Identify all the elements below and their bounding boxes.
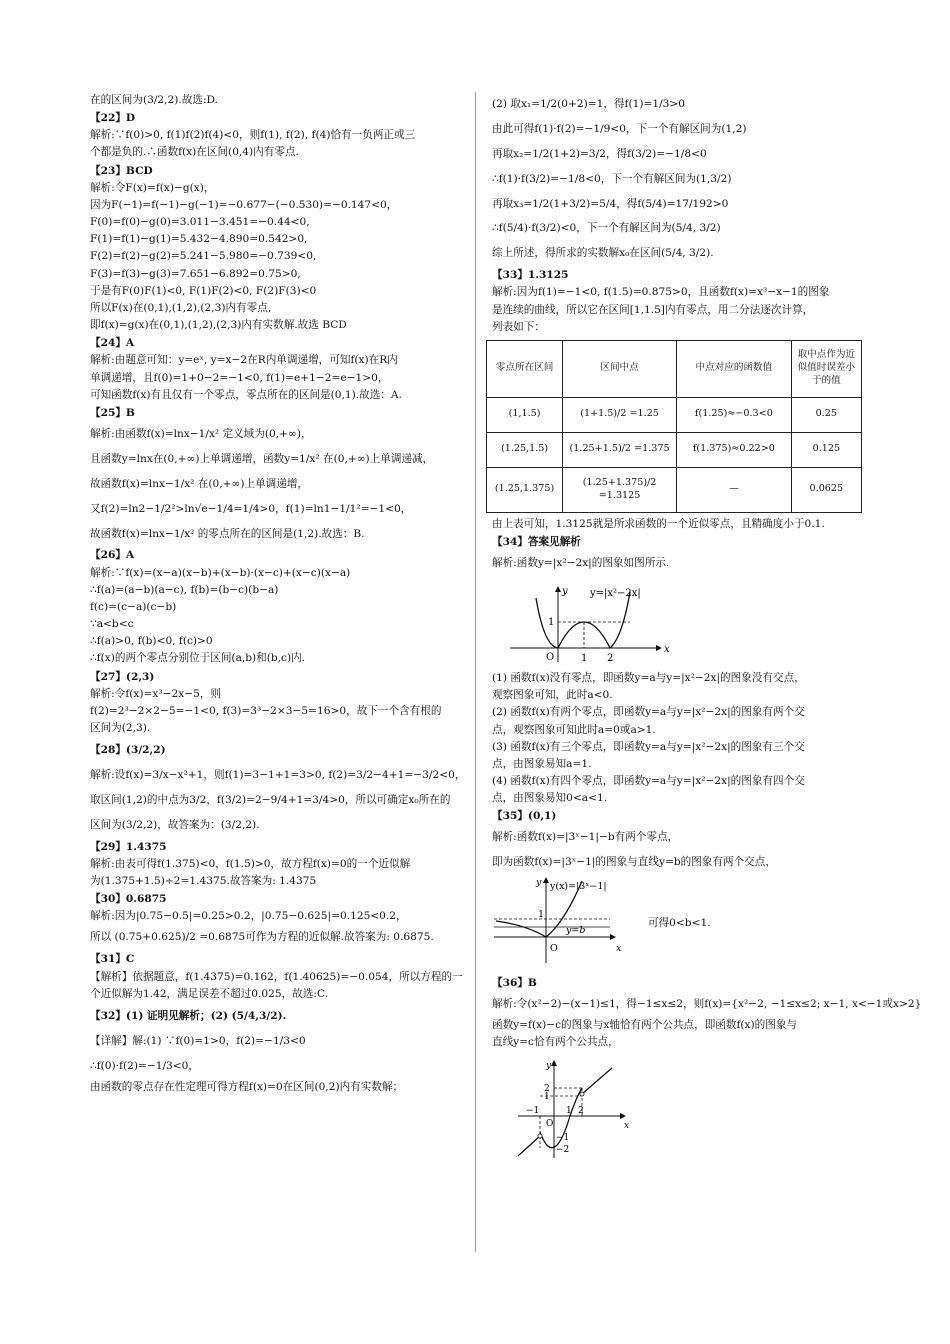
text-line: 解析:因为|0.75−0.5|=0.25>0.2，|0.75−0.625|=0.125<0.2， xyxy=(90,910,407,923)
answer-heading: 【35】(0,1) xyxy=(492,810,557,823)
y-axis-arrow xyxy=(551,1060,557,1066)
text-line: 列表如下： xyxy=(492,320,545,333)
text-line: 解析:∵f(x)=(x−a)(x−b)+(x−b)·(x−c)+(x−c)(x−a) xyxy=(90,566,351,579)
table-cell: f(1.375)≈0.22>0 xyxy=(677,432,792,467)
text-line: (2) 函数f(x)有两个零点，即函数y=a与y=|x²−2x|的图象有两个交 xyxy=(492,706,805,719)
x-axis-arrow xyxy=(656,645,662,651)
text-line: 再取x₃=1/2(1+3/2)=5/4，得f(5/4)=17/192>0 xyxy=(492,197,729,210)
text-line: 取区间(1,2)的中点为3/2，f(3/2)=2−9/4+1=3/4>0，所以可确定x₀所在的 xyxy=(90,793,451,806)
x-tick-label: 2 xyxy=(578,1105,584,1116)
text-line: 解析:因为f(1)=−1<0, f(1.5)=0.875>0，且函数f(x)=x³−x−1的图象 xyxy=(492,286,830,299)
text-line: 且函数y=lnx在(0,+∞)上单调递增，函数y=1/x² 在(0,+∞)上单调递减， xyxy=(90,452,434,465)
y-tick-label: 1 xyxy=(544,1091,550,1102)
table-header-cell: 区间中点 xyxy=(563,340,677,397)
x-axis-label: x xyxy=(624,1120,630,1131)
y-tick-label: −1 xyxy=(556,1132,570,1143)
x-tick-label: 1 xyxy=(566,1105,572,1116)
y-axis-arrow xyxy=(543,877,549,883)
answer-heading: 【30】0.6875 xyxy=(90,893,167,906)
table-cell: 0.25 xyxy=(791,397,861,432)
answer-heading: 【22】D xyxy=(90,112,136,125)
text-line: 点，由图象易知a=1. xyxy=(492,757,592,770)
text-line: 由上表可知，1.3125就是所求函数的一个近似零点，且精确度小于0.1. xyxy=(492,517,825,530)
y-axis-arrow xyxy=(555,586,561,592)
text-line: 解析:∵f(0)>0, f(1)f(2)f(4)<0，则f(1), f(2), f(4)恰有一负两正或三 xyxy=(90,129,416,142)
text-line: 解析:由函数f(x)=lnx−1/x² 定义域为(0,+∞)， xyxy=(90,427,312,440)
table-row xyxy=(487,397,862,432)
origin-label: O xyxy=(546,1118,554,1129)
text-line: 故函数f(x)=lnx−1/x² 的零点所在的区间是(1,2).故选：B. xyxy=(90,527,365,540)
x-tick-label: −1 xyxy=(526,1105,540,1116)
text-line: 点，由图象易知0<a<1. xyxy=(492,792,608,805)
open-point xyxy=(580,1092,584,1096)
text-line: 区间为(2,3). xyxy=(90,721,151,734)
text-line: F(1)=f(1)−g(1)=5.432−4.890=0.542>0, xyxy=(90,233,308,246)
y-axis-label: y xyxy=(562,586,568,598)
text-line: 由函数的零点存在性定理可得方程f(x)=0在区间(0,2)内有实数解； xyxy=(90,1080,404,1093)
left-line-piece xyxy=(518,1136,540,1156)
answer-heading: 【34】答案见解析 xyxy=(492,536,581,549)
x-axis-label: x xyxy=(616,943,622,955)
graph-piecewise xyxy=(512,1058,632,1162)
text-line: 即为函数f(x)=|3ˣ−1|的图象与直线y=b的图象有两个交点， xyxy=(492,856,776,869)
text-line: 于是有F(0)F(1)<0, F(1)F(2)<0, F(2)F(3)<0 xyxy=(90,284,317,297)
right-column xyxy=(492,92,922,1162)
text-line: 区间为(3/2,2)，故答案为：(3/2,2). xyxy=(90,818,260,831)
answer-heading: 【26】A xyxy=(90,549,135,562)
table-cell: (1+1.5)/2 =1.25 xyxy=(563,397,677,432)
text-line: 综上所述，得所求的实数解x₀在区间(5/4, 3/2). xyxy=(492,247,714,260)
text-line: ∴f(a)>0, f(b)<0, f(c)>0 xyxy=(90,635,213,648)
graph-abs-3x-minus-1 xyxy=(492,875,632,967)
text-line: 【详解】解:(1) ∵f(0)=1>0，f(2)=−1/3<0 xyxy=(90,1034,306,1047)
table-cell: (1.25+1.375)/2 =1.3125 xyxy=(563,467,677,512)
text-line: (3) 函数f(x)有三个零点，即函数y=a与y=|x²−2x|的图象有三个交 xyxy=(492,740,805,753)
text-line: f(c)=(c−a)(c−b) xyxy=(90,600,177,613)
table-header-cell: 零点所在区间 xyxy=(487,340,563,397)
answer-heading: 【36】B xyxy=(492,977,537,990)
text-line: (2) 取x₁=1/2(0+2)=1，得f(1)=1/3>0 xyxy=(492,98,686,110)
text-line: 解析:令f(x)=x³−2x−5，则 xyxy=(90,687,222,700)
text-line: 由此可得f(1)·f(2)=−1/9<0，下一个有解区间为(1,2) xyxy=(492,122,747,135)
text-line: ∴f(x)的两个零点分别位于区间(a,b)和(b,c)内. xyxy=(90,652,306,665)
y-tick-label: 1 xyxy=(548,617,555,629)
answer-heading: 【28】(3/2,2) xyxy=(90,744,166,757)
y-axis-label: y xyxy=(536,877,542,889)
text-line: F(0)=f(0)−g(0)=3.011−3.451=−0.44<0, xyxy=(90,216,310,229)
answer-heading: 【33】1.3125 xyxy=(492,269,569,282)
origin-label: O xyxy=(546,652,555,664)
text-line: 【解析】依据题意，f(1.4375)=0.162，f(1.40625)=−0.054，所以方程的一 xyxy=(90,970,463,983)
y-tick-label: 1 xyxy=(538,909,545,921)
table-row xyxy=(487,432,862,467)
text-line: 观察图象可知，此时a<0. xyxy=(492,689,613,702)
text-line: 直线y=c恰有两个公共点， xyxy=(492,1036,619,1049)
text-line: 是连续的曲线，所以它在区间[1,1.5]内有零点，用二分法逐次计算， xyxy=(492,303,814,316)
x-axis-label: x xyxy=(664,644,670,656)
table-cell: 0.125 xyxy=(791,432,861,467)
text-line: ∴f(0)·f(2)=−1/3<0， xyxy=(90,1059,199,1072)
line-label: y=b xyxy=(566,925,586,937)
answer-heading: 【29】1.4375 xyxy=(90,840,167,853)
table-cell: (1,1.5) xyxy=(487,397,563,432)
text-line: 因为F(−1)=f(−1)−g(−1)=−0.677−(−0.530)=−0.147<0， xyxy=(90,198,398,211)
text-line: 解析:由表可得f(1.375)<0，f(1.5)>0，故方程f(x)=0的一个近似解 xyxy=(90,857,411,870)
text-line: ∴f(5/4)·f(3/2)<0，下一个有解区间为(5/4, 3/2) xyxy=(492,222,721,235)
graph35-note: 可得0<b<1. xyxy=(648,917,711,930)
text-line: ∵a<b<c xyxy=(90,618,134,631)
y-axis-label: y xyxy=(546,1060,552,1071)
text-line: 个都是负的.∴函数f(x)在区间(0,4)内有零点. xyxy=(90,146,299,159)
curve-label: y=|x²−2x| xyxy=(590,588,641,600)
table-header-cell: 取中点作为近似值时误差小于的值 xyxy=(791,340,861,397)
text-line: 所以F(x)在(0,1),(1,2),(2,3)内有零点, xyxy=(90,301,272,314)
table-cell: (1.25+1.5)/2 =1.375 xyxy=(563,432,677,467)
table-header-cell: 中点对应的函数值 xyxy=(677,340,792,397)
text-line: (1) 函数f(x)没有零点，即函数y=a与y=|x²−2x|的图象没有交点， xyxy=(492,672,805,685)
table-cell: (1.25,1.5) xyxy=(487,432,563,467)
text-line: 解析:由题意可知：y=eˣ, y=x−2在R内单调递增，可知f(x)在R内 xyxy=(90,354,398,367)
curve-label: y(x)=|3ˣ−1| xyxy=(550,881,607,893)
right-line-piece xyxy=(582,1068,612,1094)
answer-heading: 【32】(1) 证明见解析；(2) (5/4,3/2). xyxy=(90,1009,287,1022)
left-column xyxy=(90,92,466,1096)
text-line: 又f(2)=ln2−1/2²>ln√e−1/4=1/4>0，f(1)=ln1−1/1²=−1<0， xyxy=(90,502,412,515)
column-divider xyxy=(475,92,476,1252)
text-line: F(3)=f(3)−g(3)=7.651−6.892=0.75>0, xyxy=(90,267,301,280)
x-axis-arrow xyxy=(610,934,616,940)
y-tick-label: 2 xyxy=(544,1083,550,1094)
origin-label: O xyxy=(550,943,558,955)
graph35-wrapper xyxy=(492,875,864,967)
text-line: 个近似解为1.42，满足误差不超过0.025，故选:C. xyxy=(90,987,329,1000)
answer-heading: 【24】A xyxy=(90,337,135,350)
text-line: 解析:函数y=|x²−2x|的图象如图所示. xyxy=(492,557,670,570)
text-line: (4) 函数f(x)有四个零点，即函数y=a与y=|x²−2x|的图象有四个交 xyxy=(492,775,805,787)
answer-heading: 【27】(2,3) xyxy=(90,670,155,683)
answer-heading: 【23】BCD xyxy=(90,164,153,177)
x-tick-label: 1 xyxy=(581,653,588,665)
text-line: 函数y=f(x)−c的图象与x轴恰有两个公共点，即函数f(x)的图象与 xyxy=(492,1019,798,1032)
table-cell: — xyxy=(677,467,792,512)
text-line: 点，观察图象可知此时a=0或a>1. xyxy=(492,723,656,736)
text-line: 在的区间为(3/2,2).故选:D. xyxy=(90,94,218,106)
open-point xyxy=(538,1134,542,1138)
table-header-row xyxy=(487,340,862,397)
text-line: F(2)=f(2)−g(2)=5.241−5.980=−0.739<0, xyxy=(90,250,317,263)
y-tick-label: −2 xyxy=(556,1144,570,1155)
table-row xyxy=(487,467,862,512)
text-line: 再取x₂=1/2(1+2)=3/2，得f(3/2)=−1/8<0 xyxy=(492,147,707,160)
graph-abs-x2-2x xyxy=(506,584,676,666)
answer-heading: 【25】B xyxy=(90,406,135,419)
text-line: 可知函数f(x)有且仅有一个零点，零点所在的区间是(0,1).故选：A. xyxy=(90,388,402,401)
text-line: 即f(x)=g(x)在(0,1),(1,2),(2,3)内有实数解.故选 BCD xyxy=(90,319,347,332)
table-cell: (1.25,1.375) xyxy=(487,467,563,512)
text-line: 故函数f(x)=lnx−1/x² 在(0,+∞)上单调递增， xyxy=(90,477,309,490)
text-line: f(2)=2³−2×2−5=−1<0, f(3)=3³−2×3−5=16>0，故下一个含有根的 xyxy=(90,704,442,717)
x-axis-arrow xyxy=(620,1113,626,1119)
text-line: ∴f(a)=(a−b)(a−c), f(b)=(b−c)(b−a) xyxy=(90,583,279,596)
text-line: 为(1.375+1.5)÷2=1.4375.故答案为: 1.4375 xyxy=(90,875,317,888)
table-cell: f(1.25)≈−0.3<0 xyxy=(677,397,792,432)
text-line: ∴f(1)·f(3/2)=−1/8<0，下一个有解区间为(1,3/2) xyxy=(492,172,732,185)
x-tick-label: 2 xyxy=(607,653,614,665)
text-line: 解析:设f(x)=3/x−x²+1，则f(1)=3−1+1=3>0, f(2)=3/2−4+1=−3/2<0， xyxy=(90,769,466,782)
table-cell: 0.0625 xyxy=(791,467,861,512)
answer-heading: 【31】C xyxy=(90,953,135,966)
text-line: 所以 (0.75+0.625)/2 =0.6875可作为方程的近似解.故答案为: 0.6875. xyxy=(90,931,434,944)
text-line: 解析:令F(x)=f(x)−g(x)， xyxy=(90,181,215,194)
text-line: 解析:令(x²−2)−(x−1)≤1，得−1≤x≤2，则f(x)={x²−2, −1≤x≤2; x−1, x<−1或x>2} xyxy=(492,998,922,1011)
text-line: 单调递增，且f(0)=1+0−2=−1<0, f(1)=e+1−2=e−1>0， xyxy=(90,371,389,384)
text-line: 解析:函数f(x)=|3ˣ−1|−b有两个零点， xyxy=(492,831,679,844)
bisection-table xyxy=(486,340,862,513)
